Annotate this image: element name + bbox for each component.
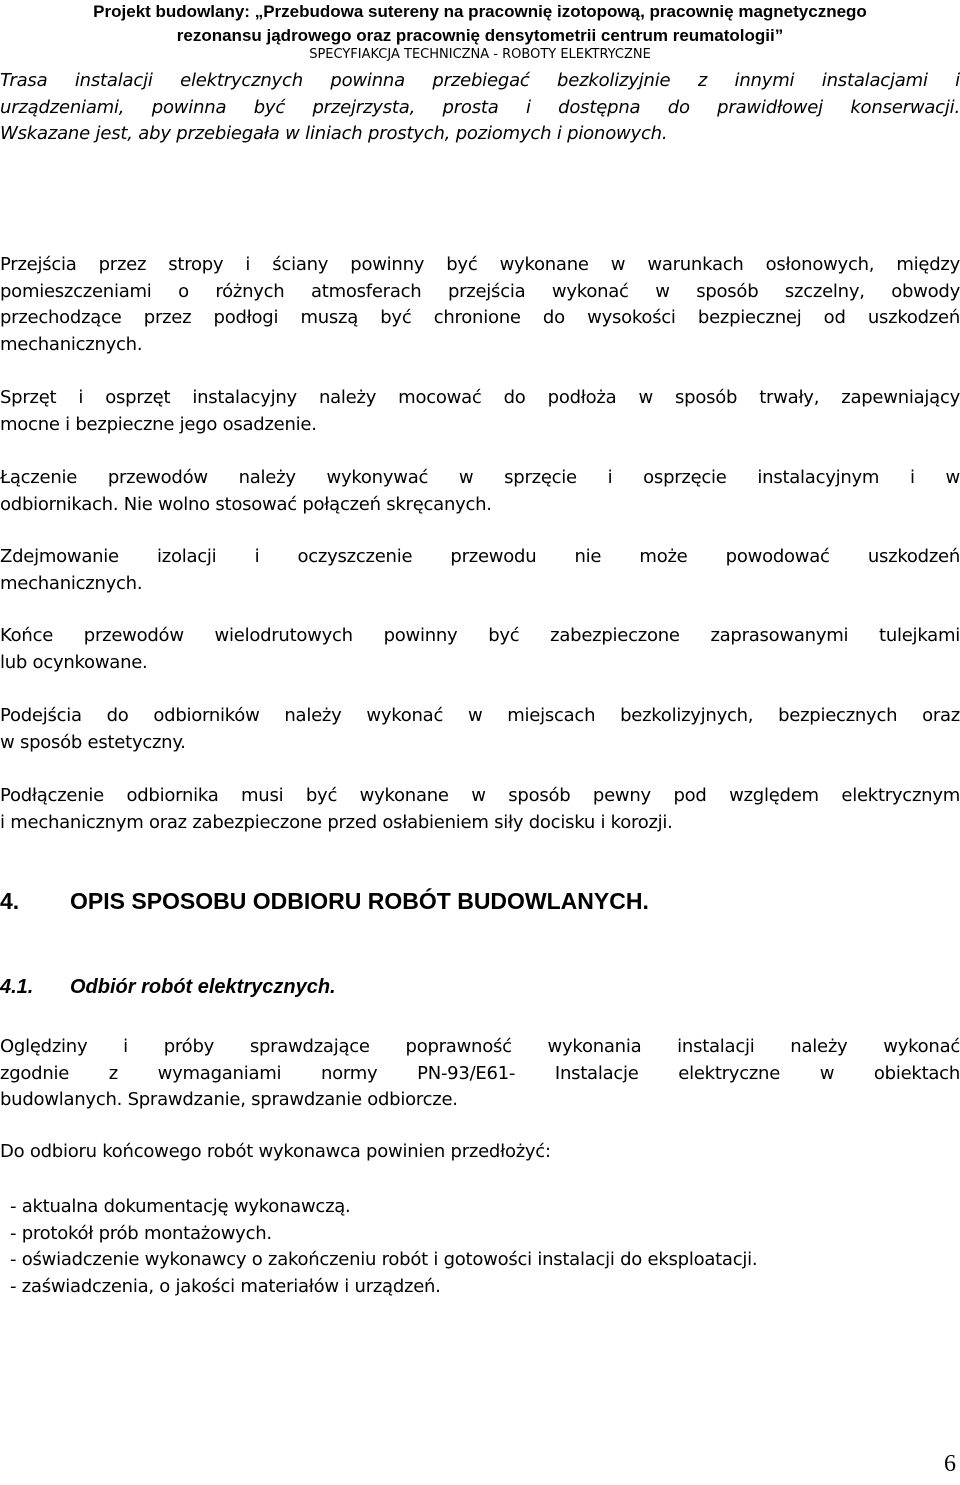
paragraph-laczenie <box>0 465 960 518</box>
paragraph-sprzet <box>0 385 960 438</box>
subsection-title: Odbiór robót elektrycznych. <box>70 976 336 998</box>
paragraph-line: odbiornikach. Nie wolno stosować połączeń skręcanych. <box>0 493 492 515</box>
paragraph-line: Wskazane jest, aby przebiegała w liniach prostych, poziomych i pionowych. <box>0 123 668 144</box>
paragraph-podlaczenie <box>0 783 960 836</box>
header-spec-subtitle: SPECYFIAKCJA TECHNICZNA - ROBOTY ELEKTRYCZNE <box>309 47 651 62</box>
page-number: 6 <box>944 1451 956 1477</box>
paragraph-line: Trasa instalacji elektrycznych powinna przebiegać bezkolizyjnie z innymi instalacjami i <box>0 70 960 91</box>
list-item: - protokół prób montażowych. <box>10 1222 272 1244</box>
required-documents-list <box>10 1194 960 1300</box>
paragraph-do-odbioru <box>0 1139 960 1166</box>
paragraph-line: w sposób estetyczny. <box>0 731 186 753</box>
paragraph-zdejmowanie <box>0 544 960 597</box>
paragraph-line: mechanicznych. <box>0 333 143 355</box>
paragraph-ogledziny <box>0 1034 960 1114</box>
paragraph-line: Podłączenie odbiornika musi być wykonane w sposób pewny pod względem elektrycznym <box>0 785 960 806</box>
section-title: OPIS SPOSOBU ODBIORU ROBÓT BUDOWLANYCH. <box>70 888 649 914</box>
paragraph-line: Końce przewodów wielodrutowych powinny być zabezpieczone zaprasowanymi tulejkami <box>0 625 960 646</box>
paragraph-line: mechanicznych. <box>0 572 143 594</box>
paragraph-przejscia <box>0 252 960 358</box>
paragraph-line: urządzeniami, powinna być przejrzysta, prosta i dostępna do prawidłowej konserwacji. <box>0 96 960 118</box>
section-number: 4. <box>0 888 20 914</box>
paragraph-line: pomieszczeniami o różnych atmosferach przejścia wykonać w sposób szczelny, obwody <box>0 280 960 302</box>
paragraph-line: Podejścia do odbiorników należy wykonać w miejscach bezkolizyjnych, bezpiecznych oraz <box>0 705 960 726</box>
paragraph-trasa <box>0 68 960 148</box>
paragraph-line: zgodnie z wymaganiami normy PN-93/E61- Instalacje elektryczne w obiektach <box>0 1062 960 1084</box>
list-item: - oświadczenie wykonawcy o zakończeniu robót i gotowości instalacji do eksploatacji. <box>10 1249 758 1270</box>
header-project-title-line2: rezonansu jądrowego oraz pracownię densytometrii centrum reumatologii” <box>176 26 784 45</box>
paragraph-line: mocne i bezpieczne jego osadzenie. <box>0 413 317 435</box>
paragraph-line: Sprzęt i osprzęt instalacyjny należy mocować do podłoża w sposób trwały, zapewniający <box>0 387 960 408</box>
paragraph-podejscia <box>0 703 960 756</box>
paragraph-line: Zdejmowanie izolacji i oczyszczenie przewodu nie może powodować uszkodzeń <box>0 546 960 567</box>
paragraph-line: Oględziny i próby sprawdzające poprawność wykonania instalacji należy wykonać <box>0 1036 960 1057</box>
header-project-title-line1: Projekt budowlany: „Przebudowa sutereny na pracownię izotopową, pracownię magnetycznego <box>93 2 867 21</box>
paragraph-konce <box>0 623 960 676</box>
paragraph-line: budowlanych. Sprawdzanie, sprawdzanie odbiorcze. <box>0 1089 458 1110</box>
paragraph-line: Przejścia przez stropy i ściany powinny być wykonane w warunkach osłonowych, między <box>0 254 960 275</box>
list-item: - zaświadczenia, o jakości materiałów i urządzeń. <box>10 1275 441 1297</box>
paragraph-line: i mechanicznym oraz zabezpieczone przed osłabieniem siły docisku i korozji. <box>0 811 673 833</box>
paragraph-line: przechodzące przez podłogi muszą być chronione do wysokości bezpiecznej od uszkodzeń <box>0 307 960 328</box>
paragraph-line: Do odbioru końcowego robót wykonawca powinien przedłożyć: <box>0 1141 551 1162</box>
list-item: - aktualna dokumentację wykonawczą. <box>10 1196 351 1217</box>
paragraph-line: Łączenie przewodów należy wykonywać w sprzęcie i osprzęcie instalacyjnym i w <box>0 467 960 488</box>
paragraph-line: lub ocynkowane. <box>0 651 148 673</box>
subsection-number: 4.1. <box>0 976 34 998</box>
